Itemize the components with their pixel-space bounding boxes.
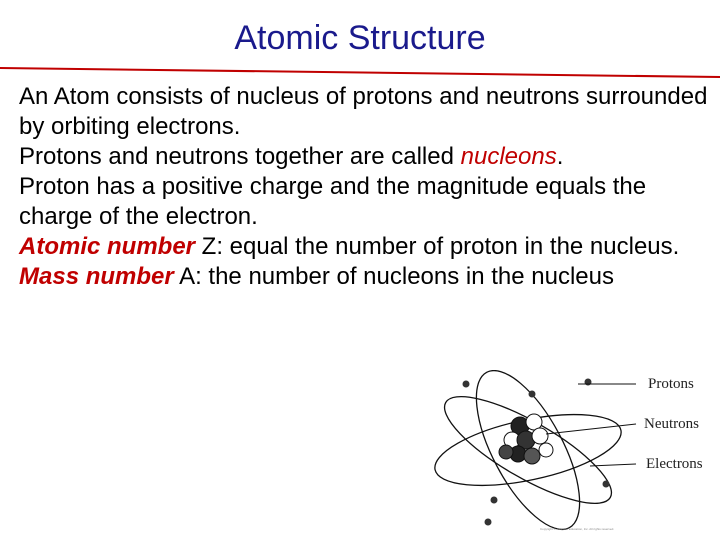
electron: [603, 481, 610, 488]
neutrons-leader: [546, 424, 636, 434]
electron: [463, 381, 470, 388]
electron: [485, 519, 492, 526]
nucleons-text: Protons and neutrons together are called: [19, 143, 461, 170]
slide-body: [19, 82, 719, 292]
electron: [529, 391, 536, 398]
neutron: [499, 445, 513, 459]
nucleons-period: .: [556, 143, 564, 170]
label-protons: Protons: [648, 376, 694, 392]
paragraph-atom-definition: An Atom consists of nucleus of protons and neutrons surrounded by orbiting electrons.: [19, 83, 708, 140]
figure-credit: Copyright © Pearson Education, Inc. All rights reserved.: [540, 527, 615, 531]
proton: [539, 443, 553, 457]
nucleons-term: nucleons: [460, 143, 557, 170]
mass-number-term: Mass number: [19, 263, 174, 290]
paragraph-proton-charge: Proton has a positive charge and the magnitude equals the charge of the electron.: [19, 173, 647, 230]
slide-title: Atomic Structure: [234, 19, 486, 57]
paragraph-mass-number: [19, 262, 719, 292]
mass-number-text: A: the number of nucleons in the nucleus: [173, 263, 615, 290]
paragraph-nucleons: [19, 142, 719, 172]
electron: [491, 497, 498, 504]
title-underline: [0, 66, 720, 80]
neutron: [524, 448, 540, 464]
label-electrons: Electrons: [646, 456, 703, 472]
atomic-number-text: Z: equal the number of proton in the nucleus.: [195, 233, 680, 260]
atom-diagram: [428, 370, 720, 540]
electrons-leader: [590, 464, 636, 466]
paragraph-atomic-number: [19, 232, 719, 262]
atom-illustration: [428, 370, 720, 540]
label-leaders: [546, 384, 636, 466]
proton: [532, 428, 548, 444]
label-neutrons: Neutrons: [644, 416, 699, 432]
nucleus: [499, 414, 553, 464]
atomic-number-term: Atomic number: [19, 233, 196, 260]
